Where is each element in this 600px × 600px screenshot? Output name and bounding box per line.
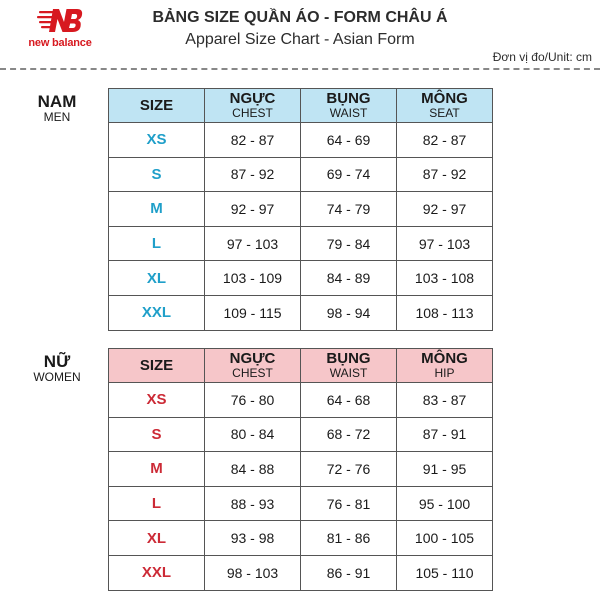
size-cell: S [109, 157, 205, 192]
waist-cell: 81 - 86 [301, 521, 397, 556]
waist-cell: 76 - 81 [301, 486, 397, 521]
column-header-vn: NGỰC [229, 90, 276, 107]
table-row [109, 295, 493, 330]
column-header-en: CHEST [232, 366, 273, 380]
table-row [109, 261, 493, 296]
size-cell: XS [109, 383, 205, 418]
table-row [109, 383, 493, 418]
hip-cell: 83 - 87 [397, 383, 493, 418]
column-header-chest [205, 349, 301, 383]
column-header-en: HIP [434, 366, 455, 380]
chest-cell: 82 - 87 [205, 123, 301, 158]
unit-label: Đơn vị đo/Unit: cm [492, 50, 592, 64]
page-title: BẢNG SIZE QUẦN ÁO - FORM CHÂU Á [152, 9, 448, 26]
size-cell: XL [109, 521, 205, 556]
column-header-en: WAIST [329, 106, 368, 120]
column-header-vn: BỤNG [326, 90, 371, 107]
waist-cell: 64 - 69 [301, 123, 397, 158]
table-row [109, 555, 493, 590]
size-cell: XXL [109, 555, 205, 590]
men-size-table [108, 88, 493, 331]
seat-cell: 97 - 103 [397, 226, 493, 261]
chest-cell: 98 - 103 [205, 555, 301, 590]
waist-cell: 64 - 68 [301, 383, 397, 418]
women-label-en: WOMEN [33, 369, 81, 384]
table-row [109, 123, 493, 158]
size-cell: L [109, 486, 205, 521]
chest-cell: 88 - 93 [205, 486, 301, 521]
hip-cell: 95 - 100 [397, 486, 493, 521]
size-cell: M [109, 452, 205, 487]
column-header-vn: BỤNG [326, 350, 371, 367]
brand-name: new balance [28, 37, 92, 49]
men-label-vn: NAM [37, 92, 77, 111]
table-row [109, 417, 493, 452]
table-row [109, 521, 493, 556]
table-header-row [109, 89, 493, 123]
hip-cell: 87 - 91 [397, 417, 493, 452]
table-row [109, 192, 493, 227]
column-header-waist [301, 89, 397, 123]
table-row [109, 486, 493, 521]
chest-cell: 97 - 103 [205, 226, 301, 261]
size-cell: M [109, 192, 205, 227]
size-cell: XXL [109, 295, 205, 330]
men-section-label [12, 93, 102, 123]
table-row [109, 157, 493, 192]
seat-cell: 103 - 108 [397, 261, 493, 296]
column-header-seat [397, 89, 493, 123]
table-header-row [109, 349, 493, 383]
brand-logo [8, 6, 112, 56]
men-label-en: MEN [43, 109, 71, 124]
waist-cell: 79 - 84 [301, 226, 397, 261]
new-balance-logo-icon [37, 6, 83, 36]
column-header-chest [205, 89, 301, 123]
seat-cell: 92 - 97 [397, 192, 493, 227]
chest-cell: 84 - 88 [205, 452, 301, 487]
waist-cell: 86 - 91 [301, 555, 397, 590]
waist-cell: 74 - 79 [301, 192, 397, 227]
chest-cell: 109 - 115 [205, 295, 301, 330]
hip-cell: 105 - 110 [397, 555, 493, 590]
seat-cell: 108 - 113 [397, 295, 493, 330]
waist-cell: 68 - 72 [301, 417, 397, 452]
chest-cell: 76 - 80 [205, 383, 301, 418]
page-subtitle: Apparel Size Chart - Asian Form [185, 31, 415, 48]
table-row [109, 226, 493, 261]
size-cell: XS [109, 123, 205, 158]
waist-cell: 98 - 94 [301, 295, 397, 330]
column-header-vn: MÔNG [421, 350, 468, 367]
chest-cell: 103 - 109 [205, 261, 301, 296]
column-header-size: SIZE [109, 89, 205, 123]
waist-cell: 84 - 89 [301, 261, 397, 296]
size-cell: S [109, 417, 205, 452]
column-header-waist [301, 349, 397, 383]
chest-cell: 92 - 97 [205, 192, 301, 227]
column-header-hip [397, 349, 493, 383]
column-header-size: SIZE [109, 349, 205, 383]
women-section-label [12, 353, 102, 383]
chest-cell: 93 - 98 [205, 521, 301, 556]
column-header-en: SEAT [429, 106, 460, 120]
header-divider [0, 68, 600, 70]
column-header-vn: MÔNG [421, 90, 468, 107]
seat-cell: 82 - 87 [397, 123, 493, 158]
table-row [109, 452, 493, 487]
waist-cell: 72 - 76 [301, 452, 397, 487]
women-label-vn: NỮ [43, 352, 71, 371]
hip-cell: 100 - 105 [397, 521, 493, 556]
waist-cell: 69 - 74 [301, 157, 397, 192]
women-size-table [108, 348, 493, 591]
column-header-vn: NGỰC [229, 350, 276, 367]
column-header-en: CHEST [232, 106, 273, 120]
size-cell: XL [109, 261, 205, 296]
size-cell: L [109, 226, 205, 261]
column-header-en: WAIST [329, 366, 368, 380]
seat-cell: 87 - 92 [397, 157, 493, 192]
chest-cell: 87 - 92 [205, 157, 301, 192]
chest-cell: 80 - 84 [205, 417, 301, 452]
hip-cell: 91 - 95 [397, 452, 493, 487]
